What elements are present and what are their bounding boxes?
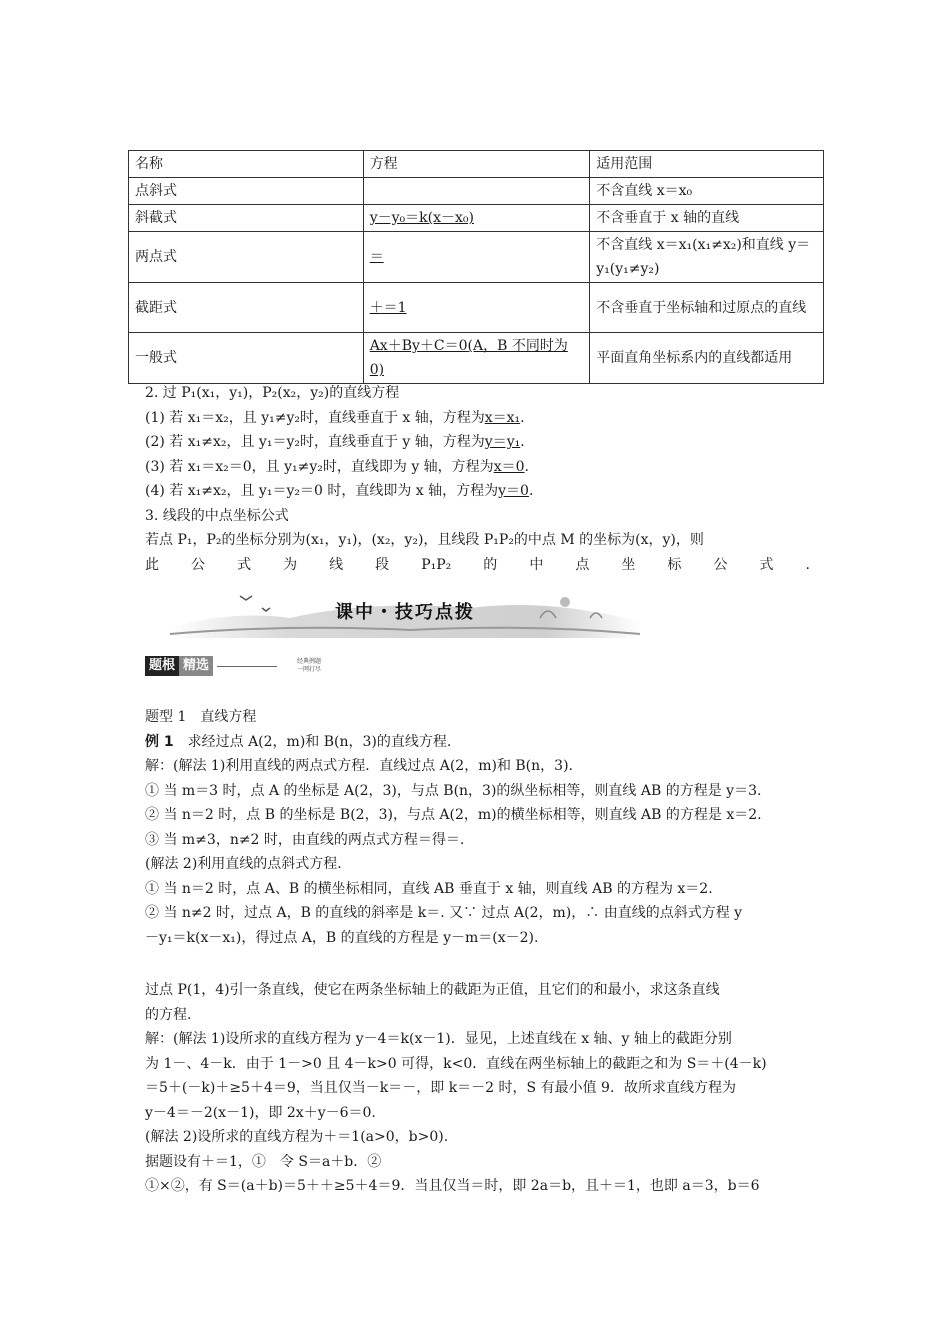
item-punct: . <box>524 458 529 475</box>
table-header-cell: 名称 <box>129 151 364 178</box>
equation-answer: ＋＝1 <box>369 299 407 316</box>
paragraph-line: ①×②，有 S＝(a＋b)＝5＋＋≥5＋4＝9．当且仅当＝时，即 2a＝b，且＋＝1，也即 a＝3，b＝6 <box>145 1178 760 1194</box>
char: 公 <box>191 556 206 573</box>
item-text: (2) 若 x₁≠x₂，且 y₁＝y₂时，直线垂直于 y 轴，方程为 <box>145 434 485 450</box>
paragraph-line: ② 当 n＝2 时，点 B 的坐标是 B(2，3)，与点 A(2，m)的横坐标相等，则直线 AB 的方程是 x＝2. <box>145 807 762 823</box>
item-text: (1) 若 x₁＝x₂，且 y₁≠y₂时，直线垂直于 x 轴，方程为 <box>145 409 485 426</box>
table-cell-name: 截距式 <box>129 283 364 333</box>
paragraph-line: (解法 2)设所求的直线方程为＋＝1(a>0，b>0). <box>145 1129 449 1145</box>
table-cell-name: 一般式 <box>129 333 364 384</box>
table-row <box>129 178 824 205</box>
char: 点 <box>575 556 590 573</box>
table-row <box>129 232 824 283</box>
paragraph-line: －y₁＝k(x－x₁)，得过点 A，B 的直线的方程是 y－m＝(x－2). <box>145 929 539 946</box>
table-cell-equation <box>363 232 590 283</box>
section-title: 3. 线段的中点坐标公式 <box>145 507 289 524</box>
item-punct: . <box>528 483 534 499</box>
list-item <box>145 406 810 431</box>
table-header-cell: 方程 <box>363 151 590 178</box>
table-row <box>129 333 824 384</box>
badge-caption-line: 一网打尽 <box>297 666 322 673</box>
char: 标 <box>667 556 682 573</box>
paragraph-line: ① 当 n＝2 时，点 A、B 的横坐标相同，直线 AB 垂直于 x 轴，则直线 AB 的方程为 x＝2. <box>145 880 713 897</box>
table-cell-range: 不含直线 x＝x₁(x₁≠x₂)和直线 y＝y₁(y₁≠y₂) <box>590 232 824 283</box>
table-cell-name: 点斜式 <box>129 178 364 205</box>
table-row <box>129 283 824 333</box>
table-cell-range: 平面直角坐标系内的直线都适用 <box>590 333 824 384</box>
table-cell-equation <box>363 283 590 333</box>
char: 式 <box>237 556 252 573</box>
item-answer: x＝0 <box>493 458 525 475</box>
paragraph-line: 解：(解法 1)设所求的直线方程为 y－4＝k(x－1)．显见，上述直线在 x 轴、y 轴上的截距分别 <box>145 1031 732 1047</box>
char: 线 <box>329 556 344 573</box>
table-cell-range: 不含垂直于坐标轴和过原点的直线 <box>590 283 824 333</box>
table-cell-name: 斜截式 <box>129 205 364 232</box>
section-badge <box>145 655 321 677</box>
example-label: 例 1 <box>145 733 174 750</box>
item-punct: . <box>520 409 525 426</box>
item-answer: y＝0 <box>498 483 529 499</box>
char: 式 <box>759 556 774 573</box>
table-header-cell: 适用范围 <box>590 151 824 178</box>
paragraph-line: ③ 当 m≠3，n≠2 时，由直线的两点式方程＝得＝. <box>145 831 465 848</box>
table-cell-range: 不含垂直于 x 轴的直线 <box>590 205 824 232</box>
table-cell-equation <box>363 178 590 205</box>
char: 坐 <box>621 556 636 573</box>
badge-caption <box>297 658 321 674</box>
badge-divider <box>217 666 277 667</box>
table-header-row <box>129 151 824 178</box>
list-item <box>145 455 810 480</box>
item-text: (3) 若 x₁＝x₂＝0，且 y₁≠y₂时，直线即为 y 轴，方程为 <box>145 458 494 475</box>
char: P₁P₂ <box>421 556 452 573</box>
paragraph-line: 的方程. <box>145 1006 192 1023</box>
char: . <box>805 556 810 573</box>
item-answer: y＝y₁ <box>484 434 521 450</box>
table-cell-name: 两点式 <box>129 232 364 283</box>
char: 此 <box>145 556 159 573</box>
paragraph-line: 据题设有＋＝1，① 令 S＝a＋b．② <box>145 1153 382 1170</box>
equation-answer: y－y₀＝k(x－x₀) <box>369 210 474 226</box>
section-two-point-lines <box>145 381 810 577</box>
section-title: 2. 过 P₁(x₁，y₁)，P₂(x₂，y₂)的直线方程 <box>145 385 400 401</box>
char: 公 <box>713 556 728 573</box>
paragraph-line: 为 1－、4－k．由于 1－>0 且 4－k>0 可得，k<0．直线在两坐标轴上的截距之和为 S＝＋(4－k) <box>145 1055 767 1072</box>
section-banner <box>170 588 640 638</box>
problem-section <box>145 978 810 1199</box>
example-section <box>145 705 810 950</box>
paragraph-line: 解：(解法 1)利用直线的两点式方程．直线过点 A(2，m)和 B(n，3). <box>145 758 573 774</box>
list-item <box>145 430 810 455</box>
char: 的 <box>483 556 498 573</box>
type-title: 题型 1 直线方程 <box>145 709 257 725</box>
item-text: (4) 若 x₁≠x₂，且 y₁＝y₂＝0 时，直线即为 x 轴，方程为 <box>145 483 499 499</box>
item-punct: . <box>520 434 525 450</box>
table-cell-range: 不含直线 x＝x₀ <box>590 178 824 205</box>
badge-caption-line: 经典例题 <box>297 658 322 665</box>
item-answer: x＝x₁ <box>484 409 521 426</box>
badge-secondary: 精选 <box>179 656 213 676</box>
paragraph-line: ＝5＋(－k)＋≥5＋4＝9，当且仅当－k＝－，即 k＝－2 时，S 有最小值 9．故所求直线方程为 <box>145 1080 736 1096</box>
char: 中 <box>529 556 544 573</box>
char: 为 <box>283 556 298 573</box>
paragraph-line: 过点 P(1，4)引一条直线，使它在两条坐标轴上的截距为正值，且它们的和最小，求这条直线 <box>145 982 720 998</box>
banner-title: 课中・技巧点拨 <box>335 602 475 623</box>
table-cell-equation <box>363 333 590 384</box>
justified-line <box>145 553 810 578</box>
table-row <box>129 205 824 232</box>
paragraph-line: ② 当 n≠2 时，过点 A，B 的直线的斜率是 k＝. 又∵ 过点 A(2，m)，∴ 由直线的点斜式方程 y <box>145 905 743 921</box>
equation-answer: Ax＋By＋C＝0(A，B 不同时为 0) <box>369 338 568 378</box>
example-question <box>145 730 810 755</box>
char: 段 <box>375 556 390 573</box>
line-equation-table <box>128 150 824 384</box>
equation-answer: ＝ <box>369 249 384 265</box>
paragraph-line: (解法 2)利用直线的点斜式方程. <box>145 856 342 872</box>
table-cell-equation <box>363 205 590 232</box>
paragraph-line: y－4＝－2(x－1)，即 2x＋y－6＝0. <box>145 1104 376 1121</box>
list-item <box>145 479 810 504</box>
paragraph-line: ① 当 m＝3 时，点 A 的坐标是 A(2，3)，与点 B(n，3)的纵坐标相等，则直线 AB 的方程是 y＝3. <box>145 782 762 799</box>
paragraph-line: 若点 P₁，P₂的坐标分别为(x₁，y₁)，(x₂，y₂)，且线段 P₁P₂的中点 M 的坐标为(x，y)，则 <box>145 532 704 548</box>
badge-primary: 题根 <box>145 656 179 676</box>
question-text: 求经过点 A(2，m)和 B(n，3)的直线方程. <box>173 733 452 750</box>
